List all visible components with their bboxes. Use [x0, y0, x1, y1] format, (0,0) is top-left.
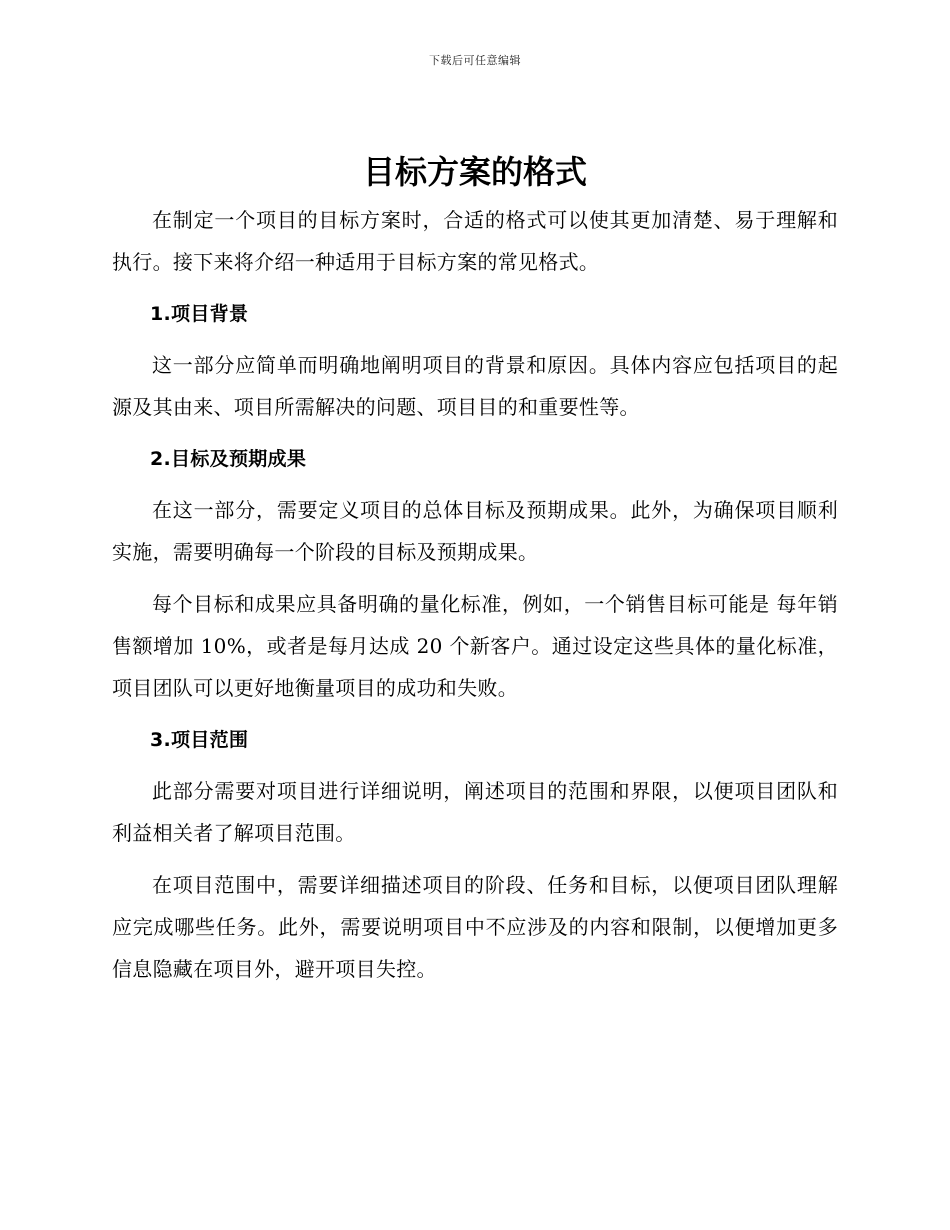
- document-body: [112, 199, 838, 1000]
- section-heading-goals: 2.目标及预期成果: [150, 448, 307, 470]
- document-title: 目标方案的格式: [362, 153, 587, 191]
- intro-paragraph: 在制定一个项目的目标方案时，合适的格式可以使其更加清楚、易于理解和执行。接下来将介绍一种适用于目标方案的常见格式。: [112, 208, 838, 274]
- section-heading-background: 1.项目背景: [150, 303, 249, 325]
- paragraph-scope-overview: 此部分需要对项目进行详细说明，阐述项目的范围和界限，以便项目团队和利益相关者了解项目范围。: [112, 779, 838, 845]
- section-heading-scope: 3.项目范围: [150, 729, 249, 751]
- paragraph-background: 这一部分应简单而明确地阐明项目的背景和原因。具体内容应包括项目的起源及其由来、项目所需解决的问题、项目目的和重要性等。: [112, 353, 838, 419]
- page-header: 下载后可任意编辑: [429, 54, 521, 67]
- paragraph-goals-definition: 在这一部分，需要定义项目的总体目标及预期成果。此外，为确保项目顺利实施，需要明确每一个阶段的目标及预期成果。: [112, 498, 838, 564]
- paragraph-goals-metrics: 每个目标和成果应具备明确的量化标准，例如，一个销售目标可能是 每年销售额增加 10%，或者是每月达成 20 个新客户。通过设定这些具体的量化标准，项目团队可以更好地衡量项目的成功和失败。: [112, 592, 838, 700]
- paragraph-scope-details: 在项目范围中，需要详细描述项目的阶段、任务和目标，以便项目团队理解应完成哪些任务。此外，需要说明项目中不应涉及的内容和限制，以便增加更多信息隐藏在项目外，避开项目失控。: [112, 873, 838, 981]
